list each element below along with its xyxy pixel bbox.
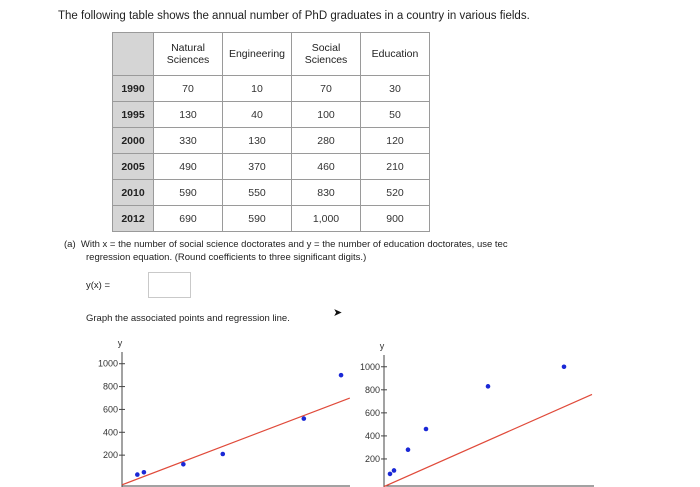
table-row [113, 128, 430, 154]
regression-line [384, 394, 592, 486]
y-tick-label: 800 [364, 384, 380, 395]
data-point [302, 416, 307, 421]
y-tick-label: 600 [102, 404, 118, 415]
value-cell: 830 [292, 180, 361, 206]
regression-answer-input[interactable] [148, 272, 191, 298]
value-cell: 100 [292, 102, 361, 128]
year-cell: 1990 [113, 76, 154, 102]
mouse-cursor-icon: ➤ [333, 307, 343, 319]
value-cell: 370 [223, 154, 292, 180]
value-cell: 590 [154, 180, 223, 206]
y-axis-label: y [117, 338, 123, 348]
y-axis-label: y [379, 341, 385, 351]
phd-graduates-table [112, 32, 430, 232]
value-cell: 120 [361, 128, 430, 154]
table-row [113, 154, 430, 180]
year-cell: 2012 [113, 206, 154, 232]
y-tick-label: 800 [102, 381, 118, 392]
value-cell: 520 [361, 180, 430, 206]
value-cell: 30 [361, 76, 430, 102]
value-cell: 210 [361, 154, 430, 180]
value-cell: 690 [154, 206, 223, 232]
value-cell: 490 [154, 154, 223, 180]
question-label: (a) [64, 239, 76, 250]
column-header-education: Education [361, 33, 430, 76]
column-header-engineering: Engineering [223, 33, 292, 76]
data-point [181, 462, 186, 467]
data-point [562, 364, 567, 369]
value-cell: 70 [154, 76, 223, 102]
value-cell: 10 [223, 76, 292, 102]
data-point [135, 472, 140, 477]
table-corner-cell [113, 33, 154, 76]
value-cell: 330 [154, 128, 223, 154]
value-cell: 460 [292, 154, 361, 180]
data-point [486, 384, 491, 389]
year-cell: 2005 [113, 154, 154, 180]
question-a [64, 238, 700, 264]
value-cell: 590 [223, 206, 292, 232]
value-cell: 40 [223, 102, 292, 128]
value-cell: 70 [292, 76, 361, 102]
graph-option-right[interactable] [355, 334, 595, 487]
y-tick-label: 400 [102, 427, 118, 438]
value-cell: 550 [223, 180, 292, 206]
y-tick-label: 400 [364, 430, 380, 441]
problem-intro: The following table shows the annual number of PhD graduates in a country in various fields. [58, 10, 530, 22]
answer-label: y(x) = [86, 280, 111, 291]
table-row [113, 206, 430, 232]
table-row [113, 76, 430, 102]
year-cell: 2000 [113, 128, 154, 154]
table-header-row [113, 33, 430, 76]
value-cell: 900 [361, 206, 430, 232]
graph-prompt: Graph the associated points and regression line. [86, 313, 290, 324]
y-tick-label: 200 [364, 453, 380, 464]
column-header-natural-sciences: Natural Sciences [154, 33, 223, 76]
value-cell: 1,000 [292, 206, 361, 232]
table-row [113, 180, 430, 206]
column-header-social-sciences: Social Sciences [292, 33, 361, 76]
data-point [142, 470, 147, 475]
table-row [113, 102, 430, 128]
y-tick-label: 200 [102, 450, 118, 461]
year-cell: 1995 [113, 102, 154, 128]
value-cell: 50 [361, 102, 430, 128]
data-point [406, 447, 411, 452]
data-point [424, 427, 429, 432]
graph-option-left[interactable] [80, 334, 350, 487]
data-point [392, 468, 397, 473]
regression-line [122, 398, 350, 485]
y-tick-label: 600 [364, 407, 380, 418]
question-text-line1: With x = the number of social science doctorates and y = the number of education doctorates, use tec [80, 239, 508, 250]
data-point [339, 373, 344, 378]
value-cell: 130 [154, 102, 223, 128]
data-point [220, 452, 225, 457]
value-cell: 280 [292, 128, 361, 154]
y-tick-label: 1000 [97, 358, 118, 369]
data-point [388, 472, 393, 477]
year-cell: 2010 [113, 180, 154, 206]
question-text-line2: regression equation. (Round coefficients to three significant digits.) [86, 252, 367, 263]
value-cell: 130 [223, 128, 292, 154]
y-tick-label: 1000 [359, 361, 380, 372]
